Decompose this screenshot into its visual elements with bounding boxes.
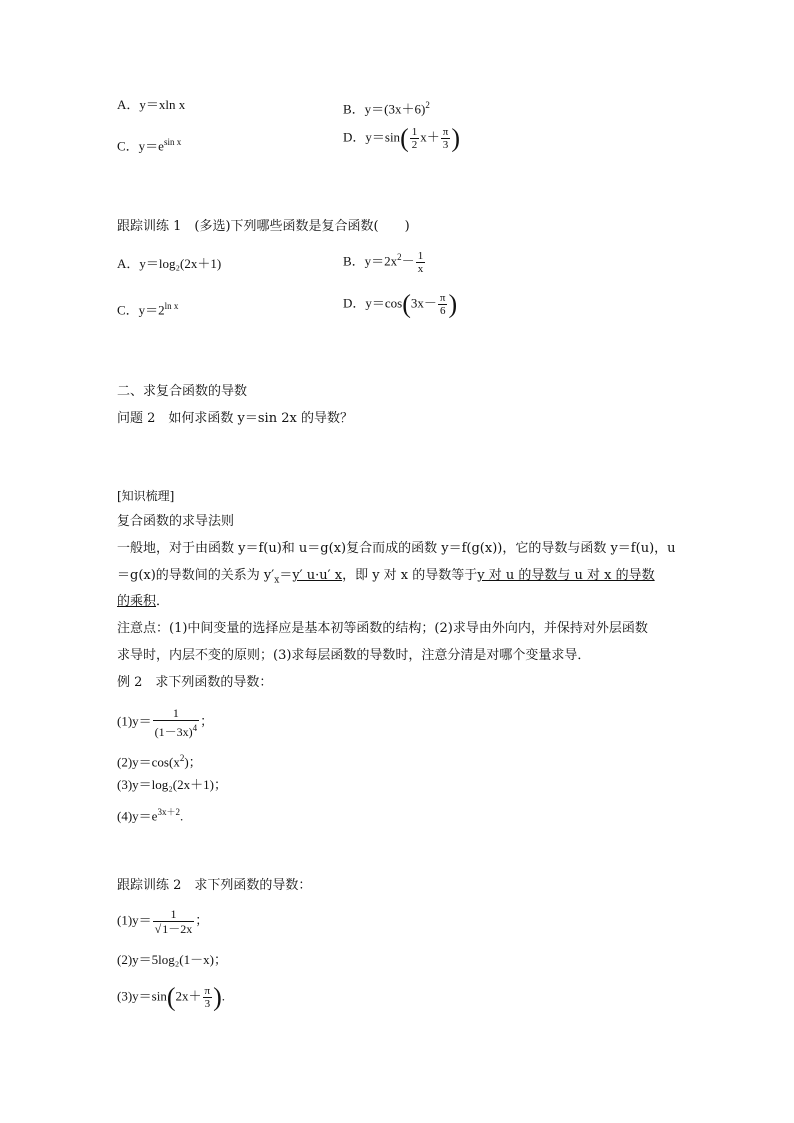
rule-line3: 的乘积． bbox=[117, 594, 170, 609]
example2-title: 例 2 求下列函数的导数： bbox=[117, 675, 273, 690]
track1-title: 跟踪训练 1 (多选)下列哪些函数是复合函数( ) bbox=[117, 219, 410, 234]
rule-title: 复合函数的求导法则 bbox=[117, 514, 235, 529]
note-line2: 求导时，内层不变的原则；(3)求每层函数的导数时，注意分清是对哪个变量求导． bbox=[117, 648, 591, 663]
example2-item3: (3)y＝log₂(2x＋1)； bbox=[117, 777, 227, 792]
track1-option-c: C．$y=2^{ln x}$ bbox=[117, 301, 179, 318]
track1-option-d: D．y＝cos(3x－ $\frac{\pi}{6}$ ) bbox=[343, 289, 458, 319]
knowledge-tag: [知识梳理] bbox=[117, 489, 175, 503]
rule-line2: ＝g(x)的导数间的关系为 $y'_x=y'$ u·u′ x，即 y 对 x 的导数等于y 对 u 的导数与 u 对 x 的导数 bbox=[117, 568, 655, 586]
track1-option-a: A．y＝log₂(2x＋1) bbox=[117, 256, 222, 271]
q1-option-b: B．$y=(3x+6)^2$ bbox=[343, 100, 430, 117]
track1-option-b: B．$y=2x^2-$ $\frac{1}{x}$ bbox=[343, 249, 424, 275]
section2-heading: 二、求复合函数的导数 bbox=[117, 384, 248, 399]
q1-option-c: C．$y=e^{sin x}$ bbox=[117, 137, 182, 154]
note-line1: 注意点：(1)中间变量的选择应是基本初等函数的结构；(2)求导由外向内，并保持对外层函数 bbox=[117, 621, 648, 636]
track2-item2: (2)y＝5log₂(1－x)； bbox=[117, 952, 227, 967]
question2: 问题 2 如何求函数 y＝sin 2x 的导数？ bbox=[117, 411, 353, 426]
example2-item4: $(4)y=e^{3x+2}$. bbox=[117, 807, 184, 824]
track2-item1: (1)y＝ $\frac{1}{√1-2x}$ ； bbox=[117, 907, 209, 936]
q1-option-d: D．y＝sin( $\frac{1}{2}$ x＋ $\frac{\pi}{3}$ ) bbox=[343, 123, 460, 153]
q1-option-a: A．y＝xln x bbox=[117, 97, 186, 112]
track2-item3: (3)y＝sin(2x＋ $\frac{\pi}{3}$ ). bbox=[117, 982, 226, 1012]
example2-item1: (1)y＝ $\frac{1}{(1-3x)^4}$ ； bbox=[117, 706, 214, 739]
rule-line1: 一般地，对于由函数 y＝f(u)和 u＝g(x)复合而成的函数 y＝f(g(x))，它的导数与函数 y＝f(u)，u bbox=[117, 541, 676, 556]
example2-item2: $(2)y=\cos(x^2)$； bbox=[117, 753, 202, 770]
track2-title: 跟踪训练 2 求下列函数的导数： bbox=[117, 878, 312, 893]
